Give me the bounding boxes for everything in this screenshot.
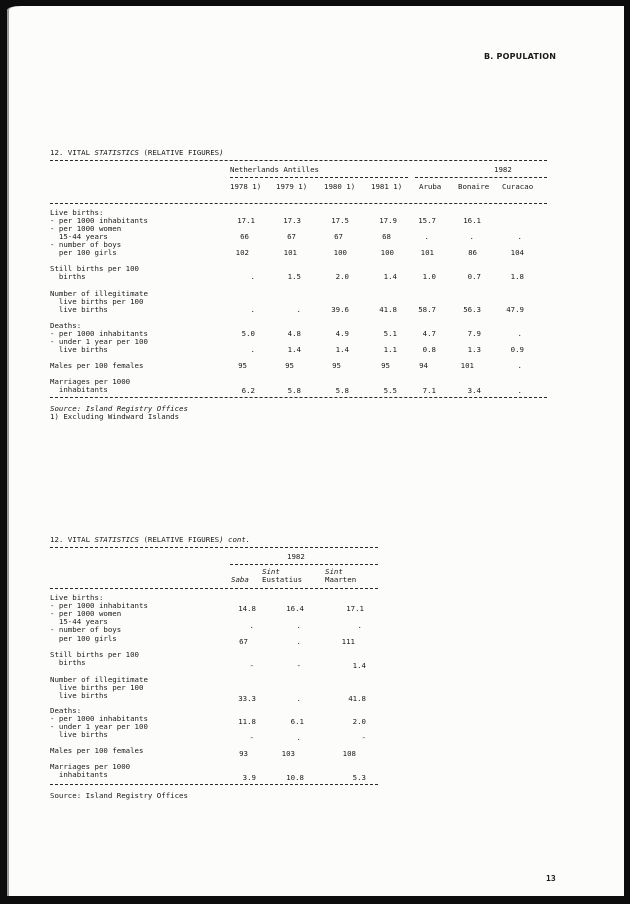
table2-top-rule (50, 547, 378, 548)
t2-label-illeg-a: Number of illegitimate (50, 675, 148, 684)
t1-cell: . (517, 386, 522, 395)
t2-label-marr-a: Marriages per 1000 (50, 762, 131, 771)
t1-cell: . (250, 305, 255, 314)
t2-cell: 93 (239, 749, 248, 758)
table1-col-curacao: Curacao (502, 182, 534, 191)
table1-col-aruba: Aruba (419, 182, 442, 191)
t1-cell: . (517, 232, 522, 241)
t1-cell: 17.1 (237, 216, 255, 225)
t2-cell: 10.8 (286, 773, 304, 782)
table1-source: Source: Island Registry Offices (50, 404, 188, 413)
t1-cell: 47.9 (506, 305, 524, 314)
t1-label-illeg-b: live births per 100 (50, 297, 144, 306)
t1-cell: 95 (238, 361, 247, 370)
table2-col-sint-maarten-a: Sint (325, 567, 343, 576)
t1-cell: 101 (460, 361, 474, 370)
t2-cell: 1.4 (352, 661, 366, 670)
table2-header-rule (50, 588, 378, 589)
t1-cell: 86 (468, 248, 477, 257)
t1-cell: 66 (240, 232, 249, 241)
t1-cell: 1.0 (422, 272, 436, 281)
t1-label-illeg-a: Number of illegitimate (50, 289, 148, 298)
t1-cell: . (469, 232, 474, 241)
t2-cell: 67 (239, 637, 248, 646)
table1-bottom-rule (50, 397, 547, 398)
t1-cell: 0.7 (467, 272, 481, 281)
t1-cell: 7.1 (422, 386, 436, 395)
t2-label-lb-per1000: - per 1000 inhabitants (50, 601, 148, 610)
table1-col-1979: 1979 1) (276, 182, 308, 191)
t1-cell: 1.4 (287, 345, 301, 354)
t1-label-d-per1000: - per 1000 inhabitants (50, 329, 148, 338)
t1-cell: . (517, 361, 522, 370)
t2-label-lb-boys-b: per 100 girls (50, 634, 117, 643)
t2-label-d-under1-a: - under 1 year per 100 (50, 722, 148, 731)
table1-col-1980: 1980 1) (324, 182, 356, 191)
t2-cell: - (249, 661, 254, 670)
table1-header-rule (50, 203, 547, 204)
t1-label-marr-a: Marriages per 1000 (50, 377, 131, 386)
t1-cell: 67 (287, 232, 296, 241)
table1-group-1982: 1982 (494, 165, 512, 174)
t2-label-still-a: Still births per 100 (50, 650, 139, 659)
t1-cell: 100 (380, 248, 394, 257)
t2-cell: . (357, 621, 362, 630)
t1-cell: 7.9 (467, 329, 481, 338)
table1-col-bonaire: Bonaire (458, 182, 490, 191)
t1-cell: 101 (283, 248, 297, 257)
t1-cell: 15.7 (418, 216, 436, 225)
t1-label-marr-b: inhabitants (50, 385, 108, 394)
t2-cell: 6.1 (290, 717, 304, 726)
t1-cell: 41.8 (379, 305, 397, 314)
t2-label-d-under1-b: live births (50, 730, 108, 739)
t1-cell: 1.8 (510, 272, 524, 281)
t2-label-lb-women-b: 15-44 years (50, 617, 108, 626)
table1-group-rule-1982 (415, 177, 547, 178)
t1-cell: 94 (419, 361, 428, 370)
t1-cell: 1.5 (287, 272, 301, 281)
table1-title: 12. VITAL STATISTICS (RELATIVE FIGURES) (50, 148, 224, 157)
t1-cell: . (517, 329, 522, 338)
t1-label-illeg-c: live births (50, 305, 108, 314)
document-page (7, 6, 624, 896)
t2-cell: 14.8 (238, 604, 256, 613)
t1-label-still-a: Still births per 100 (50, 264, 139, 273)
t2-cell: 17.1 (346, 604, 364, 613)
page-number: 13 (546, 874, 556, 883)
t1-cell: 68 (382, 232, 391, 241)
t1-cell: 102 (235, 248, 249, 257)
table2-col-sint-eustatius-a: Sint (262, 567, 280, 576)
t1-cell: 1.1 (383, 345, 397, 354)
table2-source: Source: Island Registry Offices (50, 791, 188, 800)
t1-cell: . (250, 272, 255, 281)
table1-col-1981: 1981 1) (371, 182, 403, 191)
t1-cell: 56.3 (463, 305, 481, 314)
t2-label-live-births: Live births: (50, 593, 104, 602)
t1-cell: 0.9 (510, 345, 524, 354)
t2-label-d-per1000: - per 1000 inhabitants (50, 714, 148, 723)
t2-cell: . (249, 621, 254, 630)
t1-cell: 100 (333, 248, 347, 257)
table2-bottom-rule (50, 784, 378, 785)
t2-label-illeg-b: live births per 100 (50, 683, 144, 692)
t2-label-lb-boys-a: - number of boys (50, 625, 122, 634)
t2-label-lb-women-a: - per 1000 women (50, 609, 122, 618)
t2-cell: . (296, 621, 301, 630)
t1-label-d-under1-b: live births (50, 345, 108, 354)
t1-label-deaths: Deaths: (50, 321, 82, 330)
t1-cell: 4.8 (287, 329, 301, 338)
t1-cell: 39.6 (331, 305, 349, 314)
t1-label-still-b: births (50, 272, 86, 281)
t1-cell: . (250, 345, 255, 354)
t1-cell: 5.0 (241, 329, 255, 338)
t2-cell: - (296, 661, 301, 670)
t1-cell: 17.3 (283, 216, 301, 225)
t1-cell: 104 (510, 248, 524, 257)
t2-label-illeg-c: live births (50, 691, 108, 700)
t1-cell: . (424, 232, 429, 241)
t1-cell: 3.4 (467, 386, 481, 395)
t2-cell: . (296, 733, 301, 742)
t2-cell: - (249, 733, 254, 742)
t1-label-lb-women-a: - per 1000 women (50, 224, 122, 233)
t2-label-still-b: births (50, 658, 86, 667)
t2-cell: . (296, 637, 301, 646)
t2-cell: 33.3 (238, 694, 256, 703)
t1-cell: 5.5 (383, 386, 397, 395)
t1-label-males: Males per 100 females (50, 361, 144, 370)
t1-cell: 17.5 (331, 216, 349, 225)
table1-top-rule (50, 160, 547, 161)
t1-cell: 4.9 (335, 329, 349, 338)
t1-cell: 1.4 (335, 345, 349, 354)
t2-cell: 11.8 (238, 717, 256, 726)
t1-label-live-births: Live births: (50, 208, 104, 217)
table1-footnote: 1) Excluding Windward Islands (50, 412, 180, 421)
table2-col-saba: Saba (231, 575, 249, 584)
t1-label-d-under1-a: - under 1 year per 100 (50, 337, 148, 346)
t1-cell: . (296, 305, 301, 314)
t1-cell: 58.7 (418, 305, 436, 314)
t1-cell: 5.8 (287, 386, 301, 395)
t1-cell: 101 (420, 248, 434, 257)
t2-cell: 3.9 (242, 773, 256, 782)
section-header: B. POPULATION (484, 52, 557, 61)
t2-cell: 111 (341, 637, 355, 646)
t1-cell: 1.4 (383, 272, 397, 281)
t1-cell: 6.2 (241, 386, 255, 395)
t1-cell: 95 (285, 361, 294, 370)
table2-col-sint-maarten-b: Maarten (325, 575, 357, 584)
t2-cell: - (361, 733, 366, 742)
t1-cell: 67 (334, 232, 343, 241)
t2-cell: 41.8 (348, 694, 366, 703)
t2-label-deaths: Deaths: (50, 706, 82, 715)
table2-group-1982: 1982 (287, 552, 305, 561)
t2-cell: 5.3 (352, 773, 366, 782)
t1-cell: 5.8 (335, 386, 349, 395)
t1-cell: 95 (332, 361, 341, 370)
table1-group-rule-na (230, 177, 408, 178)
table2-group-rule (230, 564, 378, 565)
t2-label-males: Males per 100 females (50, 746, 144, 755)
t1-cell: 1.3 (467, 345, 481, 354)
table2-title: 12. VITAL STATISTICS (RELATIVE FIGURES) cont. (50, 535, 251, 544)
t2-cell: 16.4 (286, 604, 304, 613)
table1-col-1978: 1978 1) (230, 182, 262, 191)
t2-cell: . (296, 694, 301, 703)
t1-cell: 0.8 (422, 345, 436, 354)
table1-group-netherlands-antilles: Netherlands Antilles (230, 165, 319, 174)
t1-cell: 17.9 (379, 216, 397, 225)
t2-cell: 103 (281, 749, 295, 758)
t1-cell: 5.1 (383, 329, 397, 338)
t1-cell: 95 (381, 361, 390, 370)
t2-cell: 2.0 (352, 717, 366, 726)
t1-label-lb-boys-a: - number of boys (50, 240, 122, 249)
t1-label-lb-per1000: - per 1000 inhabitants (50, 216, 148, 225)
t1-cell: 4.7 (422, 329, 436, 338)
t1-label-lb-boys-b: per 100 girls (50, 248, 117, 257)
t1-label-lb-women-b: 15-44 years (50, 232, 108, 241)
table2-col-sint-eustatius-b: Eustatius (262, 575, 303, 584)
t1-cell: 2.0 (335, 272, 349, 281)
t1-cell: 16.1 (463, 216, 481, 225)
t2-cell: 108 (342, 749, 356, 758)
t2-label-marr-b: inhabitants (50, 770, 108, 779)
